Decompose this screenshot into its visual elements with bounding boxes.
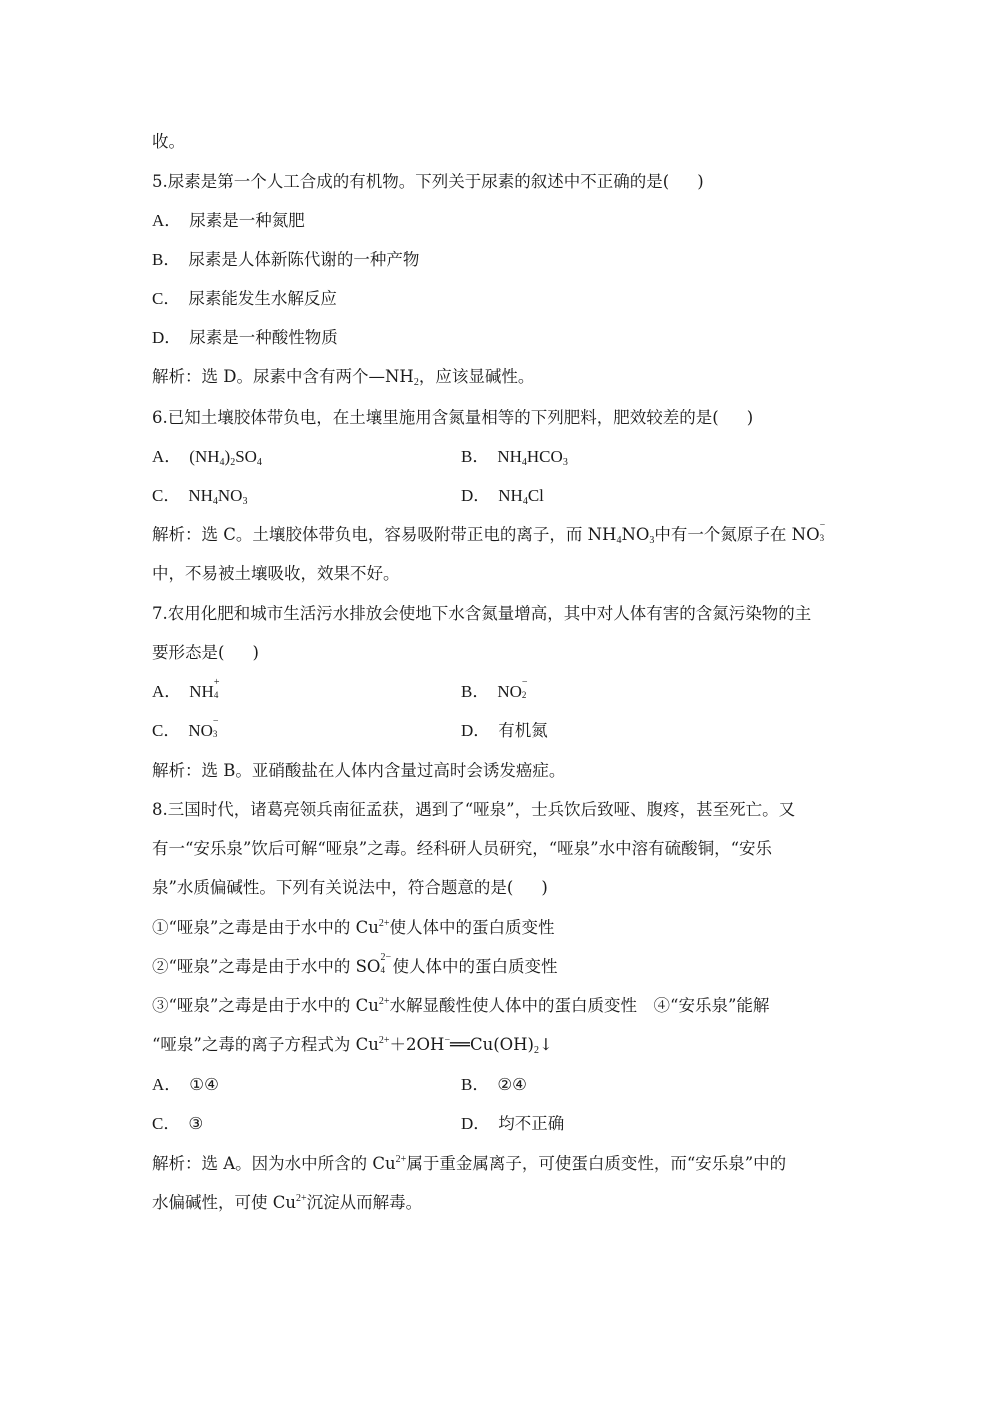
formula-nitrite-ion: NO − 2 xyxy=(497,677,528,701)
question-5-stem xyxy=(152,171,852,193)
formula-ammonium-sulfate: $(NH_4)_2SO_4$ xyxy=(189,447,262,468)
question-8-analysis-line-2: 水偏碱性，可使 $Cu^{2+}$沉淀从而解毒。 xyxy=(152,1193,423,1212)
option-text: 尿素是人体新陈代谢的一种产物 xyxy=(188,250,420,269)
question-6-analysis-line-2: 中，不易被土壤吸收，效果不好。 xyxy=(152,564,400,583)
answer-blank-close: ) xyxy=(697,172,704,191)
question-6-stem-text: 6.已知土壤胶体带负电，在土壤里施用含氮量相等的下列肥料，肥效较差的是( xyxy=(152,408,719,427)
question-7-option-b: B． NO − 2 xyxy=(461,681,530,703)
question-6-option-b: B． $NH_4HCO_3$ xyxy=(461,447,568,468)
question-6-option-a: A． $(NH_4)_2SO_4$ xyxy=(152,447,262,468)
formula-ammonium-chloride: $NH_4Cl$ xyxy=(498,486,544,507)
question-5-option-b xyxy=(152,249,419,271)
question-8-option-d: D． 均不正确 xyxy=(461,1114,565,1133)
question-6-analysis-line-1: 解析：选 C。土壤胶体带负电，容易吸附带正电的离子，而 $NH_4NO_3$中有一个氮原子在 NO − 3 xyxy=(152,520,826,546)
formula-ammonium-bicarbonate: $NH_4HCO_3$ xyxy=(497,447,568,468)
formula-nitrate-ion: NO − 3 xyxy=(188,716,219,740)
option-text: 尿素能发生水解反应 xyxy=(188,289,337,308)
question-8-option-b: B． ②④ xyxy=(461,1075,527,1094)
option-letter: D． xyxy=(152,328,182,347)
formula-ammonium-ion: NH + 4 xyxy=(189,677,220,701)
precipitate-arrow-icon: ↓ xyxy=(539,1035,553,1054)
question-6-stem xyxy=(152,407,852,429)
question-5-stem-text: 5.尿素是第一个人工合成的有机物。下列关于尿素的叙述中不正确的是( xyxy=(152,172,670,191)
question-5-option-c xyxy=(152,288,337,310)
statement-1: ①“哑泉”之毒是由于水中的 $Cu^{2+}$使人体中的蛋白质变性 xyxy=(152,918,555,937)
question-8-option-a: A． ①④ xyxy=(152,1075,219,1094)
answer-blank-close: ) xyxy=(746,408,754,427)
continuation-text: 收。 xyxy=(152,132,185,151)
question-6-option-d: D． $NH_4Cl$ xyxy=(461,486,544,507)
question-7-analysis: 解析：选 B。亚硝酸盐在人体内含量过高时会诱发癌症。 xyxy=(152,761,566,780)
question-8-stem-line-1: 8.三国时代，诸葛亮领兵南征孟获，遇到了“哑泉”，士兵饮后致哑、腹疼，甚至死亡。又 xyxy=(152,800,796,819)
question-7-option-d: D． 有机氮 xyxy=(461,721,548,740)
question-7-stem-line-1: 7.农用化肥和城市生活污水排放会使地下水含氮量增高，其中对人体有害的含氮污染物的主 xyxy=(152,604,812,623)
option-text: 尿素是一种氮肥 xyxy=(189,211,305,230)
question-8-option-c: C． ③ xyxy=(152,1114,204,1133)
question-6-option-c: C． $NH_4NO_3$ xyxy=(152,486,248,507)
question-7-stem-line-2: 要形态是( ) xyxy=(152,643,259,662)
statement-3-and-4: ③“哑泉”之毒是由于水中的 $Cu^{2+}$水解显酸性使人体中的蛋白质变性 ④“安乐泉”能解 xyxy=(152,996,770,1015)
question-5-option-d xyxy=(152,327,338,349)
option-letter: B． xyxy=(152,250,181,269)
question-8-stem-line-2: 有一“安乐泉”饮后可解“哑泉”之毒。经科研人员研究，“哑泉”水中溶有硫酸铜，“安乐 xyxy=(152,839,773,858)
option-letter: A． xyxy=(152,211,182,230)
question-7-option-c: C． NO − 3 xyxy=(152,720,221,742)
formula-ammonium-nitrate: $NH_4NO_3$ xyxy=(188,486,248,507)
option-text: 尿素是一种酸性物质 xyxy=(189,328,338,347)
question-7-option-a: A． NH + 4 xyxy=(152,681,222,703)
statement-2: ②“哑泉”之毒是由于水中的 SO 2− 4 使人体中的蛋白质变性 xyxy=(152,952,558,976)
option-letter: C． xyxy=(152,289,181,308)
question-8-analysis-line-1: 解析：选 A。因为水中所含的 $Cu^{2+}$属于重金属离子，可使蛋白质变性，而“安乐泉”中的 xyxy=(152,1154,787,1173)
question-8-stem-line-3: 泉”水质偏碱性。下列有关说法中，符合题意的是( ) xyxy=(152,878,548,897)
statement-4-equation: “哑泉”之毒的离子方程式为 $Cu^{2+}+2OH^-══Cu(OH)_2↓$ xyxy=(152,1035,553,1056)
question-5-analysis: 解析：选 D。尿素中含有两个$—NH_2$，应该显碱性。 xyxy=(152,367,535,388)
question-5-option-a xyxy=(152,210,305,232)
